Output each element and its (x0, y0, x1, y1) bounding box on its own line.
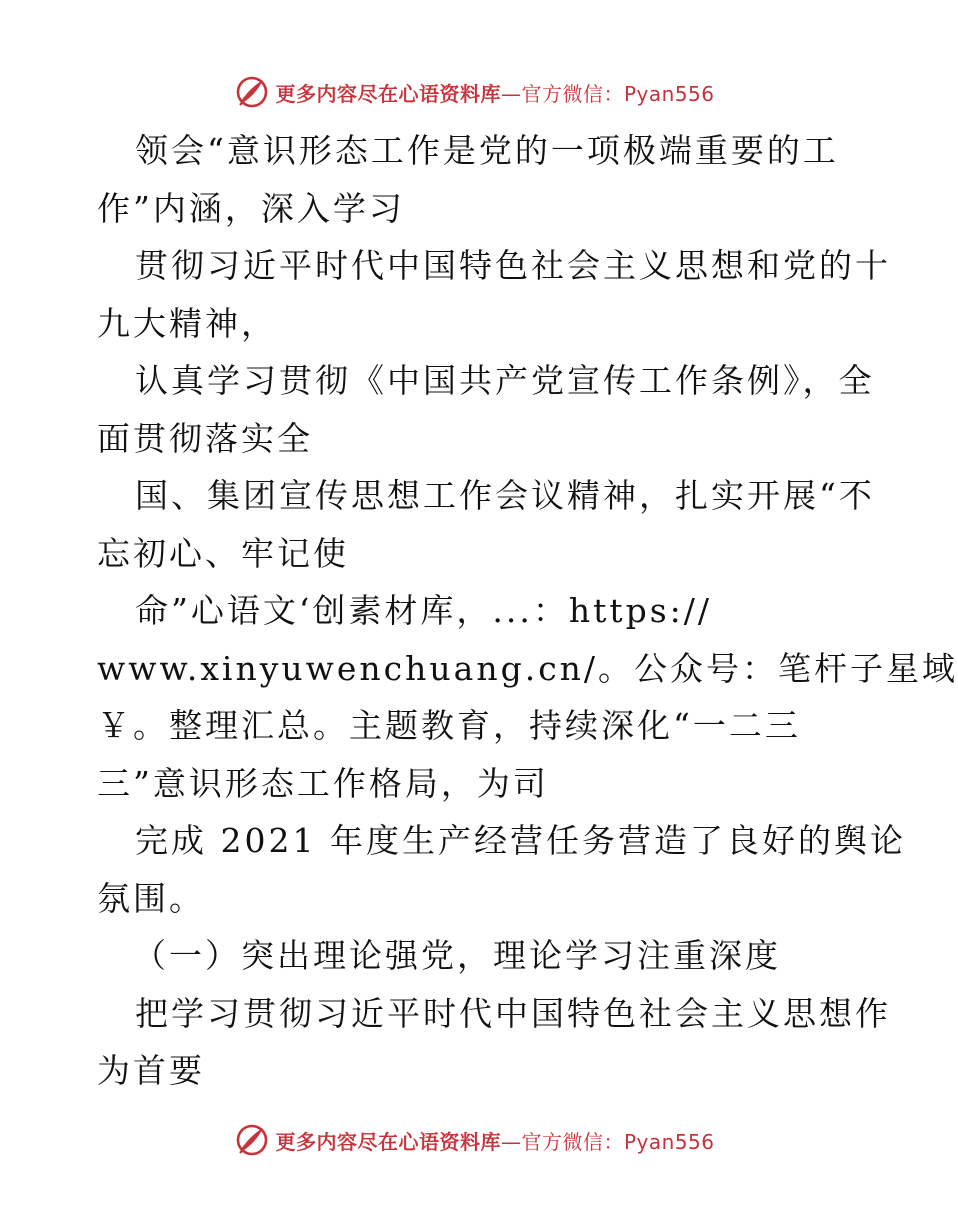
banner-wechat-id: Pyan556 (623, 1129, 715, 1154)
document-body (97, 122, 958, 1100)
banner-wechat-label: 官方微信： (521, 81, 624, 106)
feather-pen-logo-icon (235, 1123, 269, 1157)
text-line: 面贯彻落实全 (97, 418, 313, 458)
text-line: 把学习贯彻习近平时代中国特色社会主义思想作 (135, 993, 891, 1033)
text-line: 作”内涵，深入学习 (97, 188, 405, 228)
text-line: 国、集团宣传思想工作会议精神，扎实开展“不 (135, 476, 875, 515)
text-line: 领会“意识形态工作是党的一项极端重要的工 (135, 131, 839, 170)
text-line: 命”心语文‘创素材库，...：https:// (135, 591, 713, 630)
banner-dash: — (500, 1129, 522, 1154)
text-line: 完成 2021 年度生产经营任务营造了良好的舆论 (135, 821, 906, 860)
text-line: 贯彻习近平时代中国特色社会主义思想和党的十 (135, 246, 891, 285)
text-line: 氛围。 (97, 878, 205, 918)
text-line: 忘初心、牢记使 (97, 533, 349, 573)
footer-banner (0, 1120, 950, 1160)
header-banner (0, 72, 950, 112)
feather-pen-logo-icon (235, 75, 269, 109)
banner-wechat-id: Pyan556 (623, 81, 715, 106)
banner-wechat-label: 官方微信： (521, 1129, 624, 1154)
text-line: 九大精神， (97, 303, 277, 343)
text-line: ￥。整理汇总。主题教育，持续深化“一二三 (97, 706, 801, 745)
section-heading: （一）突出理论强党，理论学习注重深度 (133, 936, 781, 975)
banner-main-text: 更多内容尽在心语资料库 (275, 1129, 501, 1154)
banner-main-text: 更多内容尽在心语资料库 (275, 81, 501, 106)
text-line: 三”意识形态工作格局，为司 (97, 763, 549, 803)
text-line: 为首要 (97, 1051, 205, 1090)
text-line: 认真学习贯彻《中国共产党宣传工作条例》，全 (135, 361, 875, 400)
banner-dash: — (500, 81, 522, 106)
text-line: www.xinyuwenchuang.cn/。公众号：笔杆子星域 (97, 648, 958, 688)
